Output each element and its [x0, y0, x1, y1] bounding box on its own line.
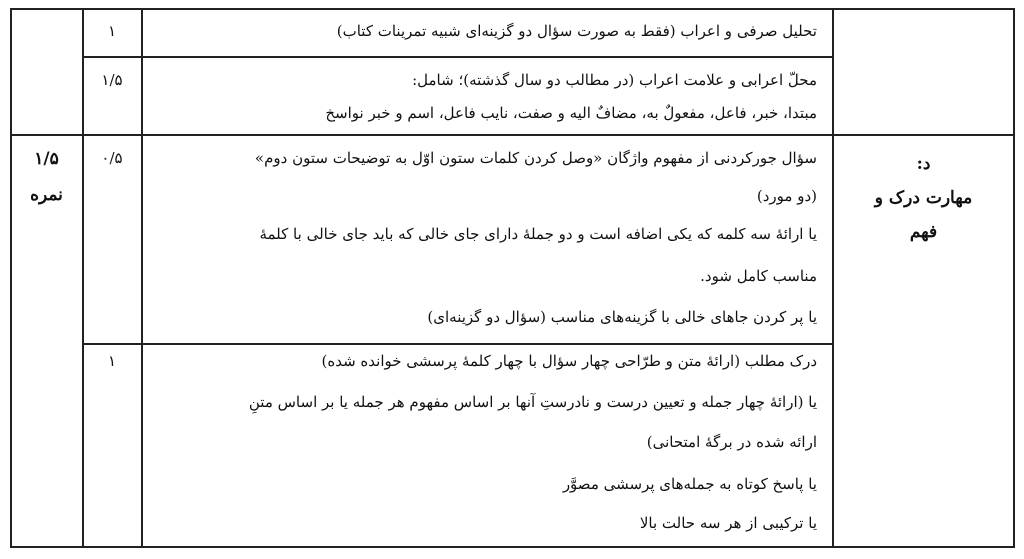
table-border-right [1013, 8, 1015, 548]
row-description-line: مناسب کامل شود. [700, 267, 817, 285]
row-description-line: یا ترکیبی از هر سه حالت بالا [639, 514, 817, 532]
row-divider [82, 56, 832, 58]
row-description-line: تحلیل صرفی و اعراب (فقط به صورت سؤال دو گزینه‌ای شبیه تمرینات کتاب) [336, 22, 817, 40]
row-divider [10, 134, 1015, 136]
table-border-bottom [10, 546, 1015, 548]
row-score: ۱ [107, 22, 117, 40]
row-score: ۱/۵ [101, 71, 123, 89]
row-description-line: یا پر کردن جاهای خالی با گزینه‌های مناسب (سؤال دو گزینه‌ای) [427, 308, 817, 326]
row-score: ۰/۵ [101, 149, 123, 167]
row-description-line: (دو مورد) [756, 187, 817, 205]
row-score: ۱ [107, 352, 117, 370]
row-description-line: محلّ اعرابی و علامت اعراب (در مطالب دو سال گذشته)؛ شامل: [412, 71, 817, 89]
row-description-line: یا ارائهٔ سه کلمه که یکی اضافه است و دو جملهٔ دارای جای خالی که باید جای خالی با کلمهٔ [259, 225, 817, 243]
section-label-line: د: [916, 154, 931, 174]
row-description-line: مبتدا، خبر، فاعل، مفعولٌ به، مضافٌ الیه و صفت، نایب فاعل، اسم و خبر نواسخ [325, 104, 817, 122]
section-label-line: مهارت درک و [874, 188, 973, 208]
row-description-line: یا (ارائهٔ چهار جمله و تعیین درست و نادرستِ آنها بر اساس مفهوم هر جمله یا بر اساس متنِ [248, 393, 817, 411]
row-description-line: سؤال جورکردنی از مفهوم واژگان «وصل کردن کلمات ستون اوّل به توضیحات ستون دوم» [254, 149, 817, 167]
section-total-value: ۱/۵ [34, 149, 59, 169]
table-border-top [10, 8, 1015, 10]
section-label-line: فهم [909, 222, 938, 242]
row-description-line: ارائه شده در برگهٔ امتحانی) [646, 433, 817, 451]
row-divider [82, 343, 832, 345]
row-description-line: یا پاسخ کوتاه به جمله‌های پرسشی مصوَّر [562, 475, 817, 493]
column-divider [832, 8, 834, 548]
column-divider [141, 8, 143, 548]
section-total-unit: نمره [30, 185, 63, 205]
table-border-left [10, 8, 12, 548]
row-description-line: درک مطلب (ارائهٔ متن و طرّاحی چهار سؤال با چهار کلمهٔ پرسشی خوانده شده) [321, 352, 817, 370]
evaluation-table [10, 8, 1015, 548]
